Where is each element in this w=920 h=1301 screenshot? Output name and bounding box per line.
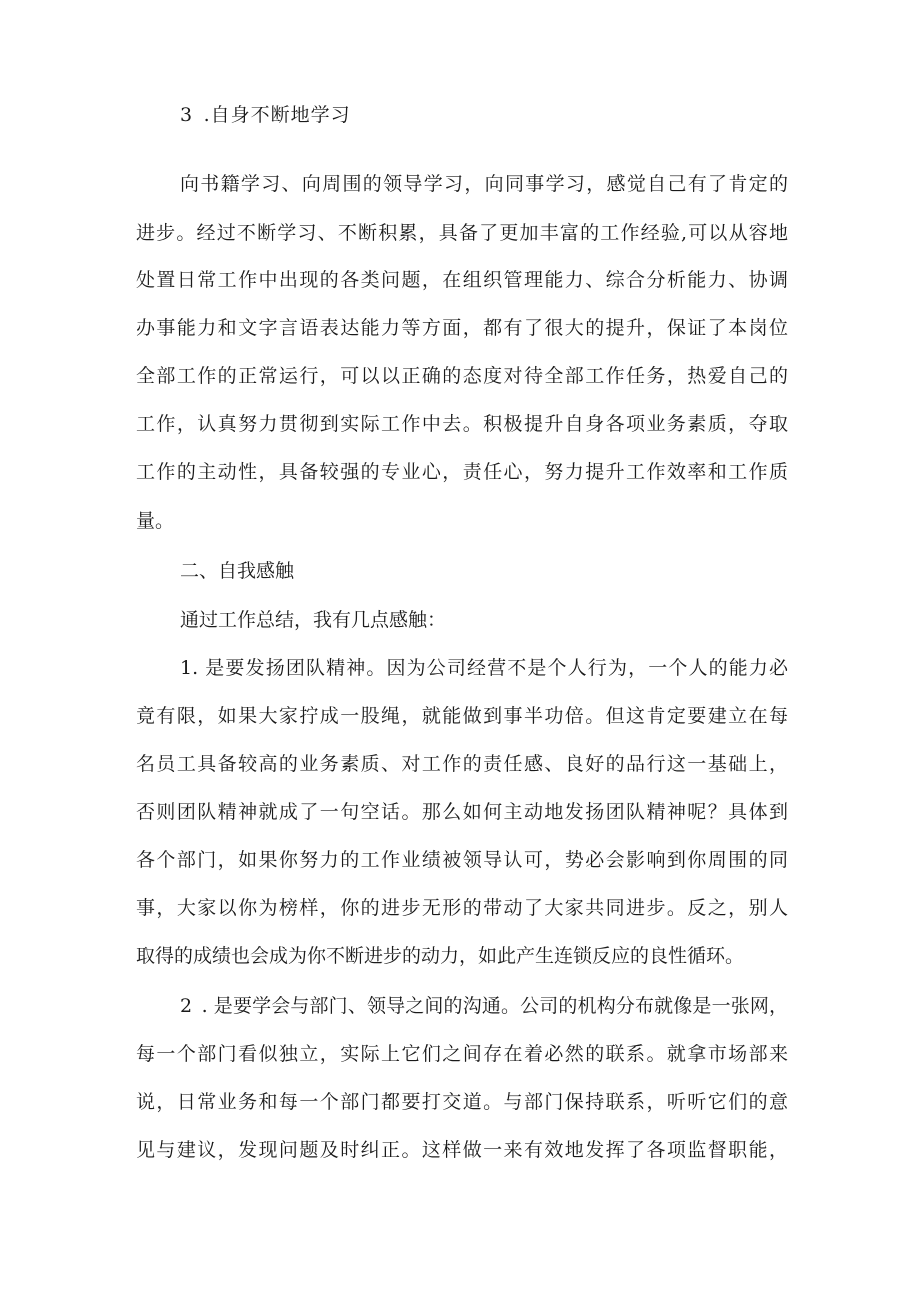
paragraph-line: 否则团队精神就成了一句空话。那么如何主动地发扬团队精神呢？具体到 (136, 801, 788, 823)
paragraph-line: 说，日常业务和每一个部门都要打交道。与部门保持联系，听听它们的意 (136, 1091, 788, 1113)
paragraph-line: 处置日常工作中出现的各类问题，在组织管理能力、综合分析能力、协调 (136, 269, 788, 291)
paragraph-line: 2 . 是要学会与部门、领导之间的沟通。公司的机构分布就像是一张网， (180, 995, 788, 1017)
section-heading: 二、自我感触 (180, 560, 295, 582)
paragraph-line: 量。 (136, 510, 175, 532)
paragraph-line: 全部工作的正常运行，可以以正确的态度对待全部工作任务，热爱自己的 (136, 365, 788, 387)
subsection-heading: 3 .自身不断地学习 (180, 104, 351, 126)
paragraph-line: 办事能力和文字言语表达能力等方面，都有了很大的提升，保证了本岗位 (136, 317, 788, 339)
paragraph-line: 每一个部门看似独立，实际上它们之间存在着必然的联系。就拿市场部来 (136, 1043, 788, 1065)
intro-sentence: 通过工作总结，我有几点感触： (180, 609, 447, 631)
paragraph-line: 工作，认真努力贯彻到实际工作中去。积极提升自身各项业务素质，夺取 (136, 413, 788, 435)
paragraph-line: 向书籍学习、向周围的领导学习，向同事学习，感觉自己有了肯定的 (180, 173, 788, 195)
paragraph-line: 事，大家以你为榜样，你的进步无形的带动了大家共同进步。反之，别人 (136, 897, 788, 919)
paragraph-line: 名员工具备较高的业务素质、对工作的责任感、良好的品行这一基础上， (136, 753, 788, 775)
paragraph-line: 1. 是要发扬团队精神。因为公司经营不是个人行为，一个人的能力必 (180, 657, 788, 679)
paragraph-line: 见与建议，发现问题及时纠正。这样做一来有效地发挥了各项监督职能， (136, 1139, 788, 1161)
paragraph-line: 各个部门，如果你努力的工作业绩被领导认可，势必会影响到你周围的同 (136, 849, 788, 871)
paragraph-line: 进步。经过不断学习、不断积累，具备了更加丰富的工作经验,可以从容地 (136, 222, 788, 244)
paragraph-line: 工作的主动性，具备较强的专业心，责任心，努力提升工作效率和工作质 (136, 461, 788, 483)
paragraph-line: 取得的成绩也会成为你不断进步的动力，如此产生连锁反应的良性循环。 (136, 945, 745, 967)
paragraph-line: 竟有限，如果大家拧成一股绳，就能做到事半功倍。但这肯定要建立在每 (136, 705, 788, 727)
